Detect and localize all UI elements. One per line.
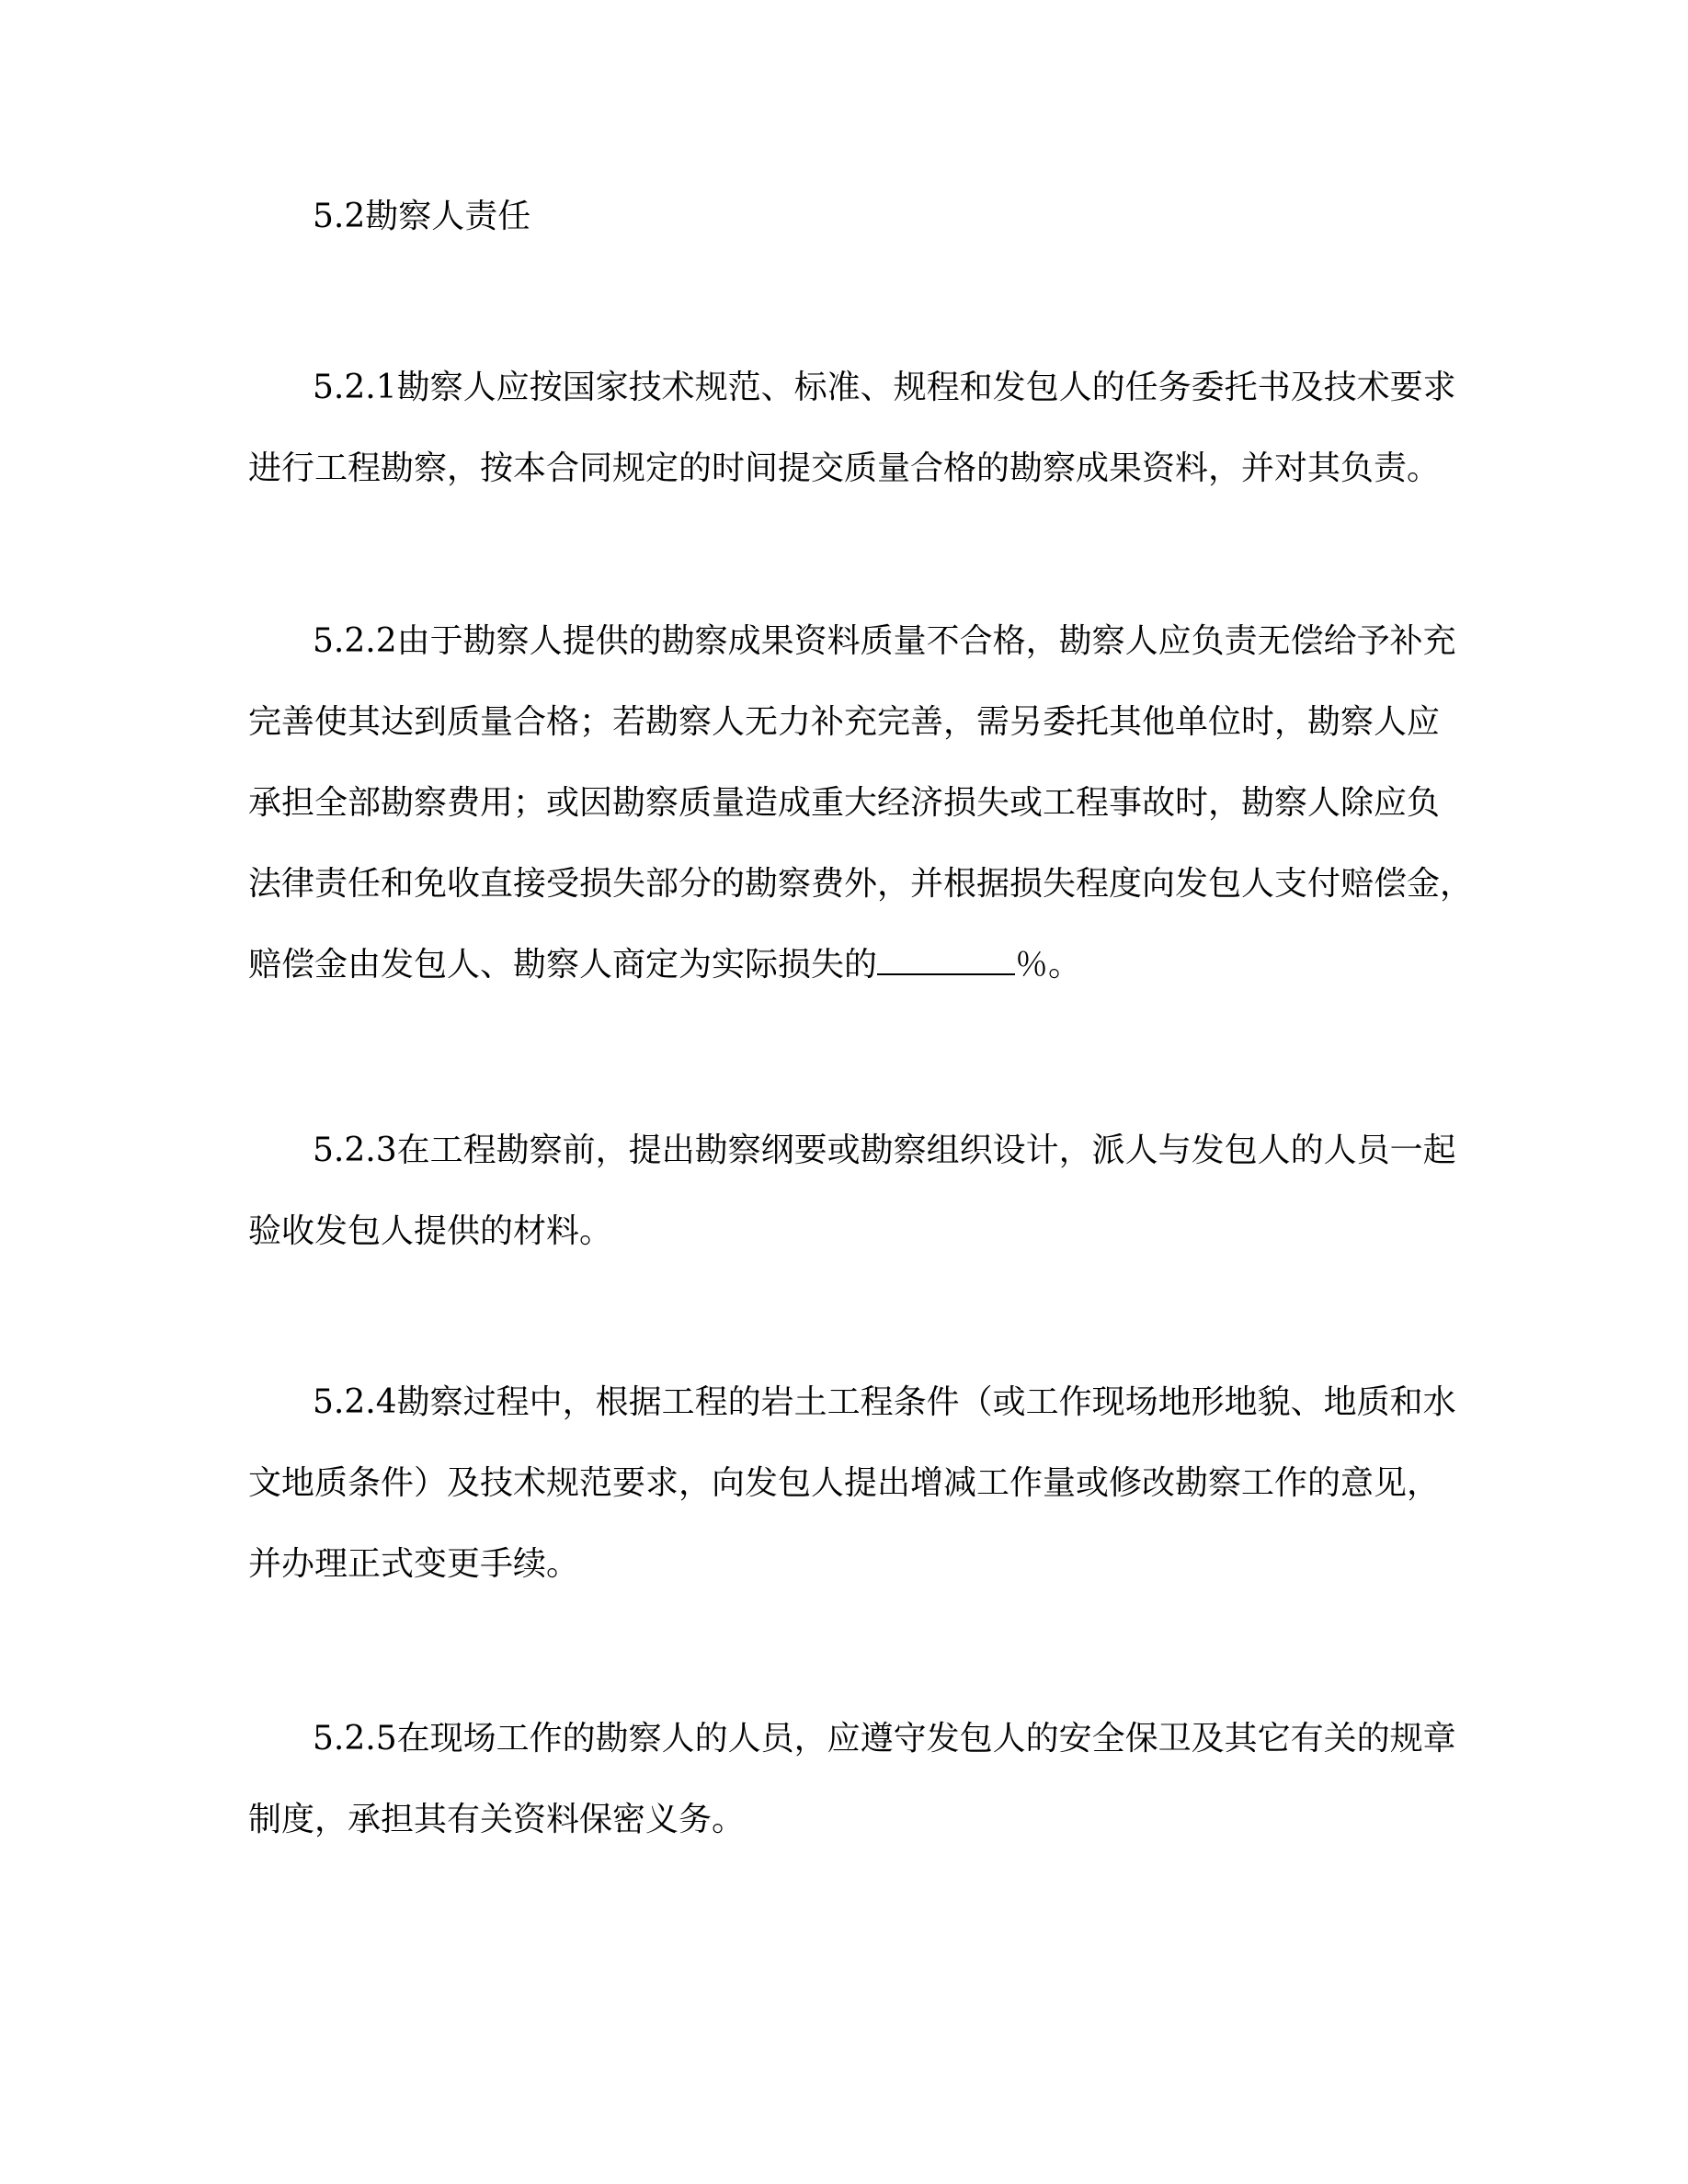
clause-line-prefix: 赔偿金由发包人、勘察人商定为实际损失的 xyxy=(248,946,878,984)
clause-5-2-5 xyxy=(248,1699,1456,1860)
clause-line: 并办理正式变更手续。 xyxy=(248,1545,580,1583)
percentage-blank-field xyxy=(877,946,1015,975)
clause-line-with-blank xyxy=(248,925,1434,1006)
section-heading xyxy=(248,176,1434,257)
clause-5-2-3 xyxy=(248,1110,1456,1272)
clause-line: 验收发包人提供的材料。 xyxy=(248,1212,613,1250)
clause-line: 承担全部勘察费用；或因勘察质量造成重大经济损失或工程事故时，勘察人除应负 xyxy=(248,784,1441,822)
clause-line: 完善使其达到质量合格；若勘察人无力补充完善，需另委托其他单位时，勘察人应 xyxy=(248,703,1441,741)
clause-5-2-4 xyxy=(248,1362,1456,1605)
clause-line: 5.2.3在工程勘察前，提出勘察纲要或勘察组织设计，派人与发包人的人员一起 xyxy=(313,1132,1456,1169)
clause-5-2-1 xyxy=(248,347,1456,509)
clause-line: 进行工程勘察，按本合同规定的时间提交质量合格的勘察成果资料，并对其负责。 xyxy=(248,449,1441,487)
clause-line: 制度，承担其有关资料保密义务。 xyxy=(248,1801,746,1838)
clause-line-suffix: ％。 xyxy=(1015,946,1082,984)
clause-line: 5.2.2由于勘察人提供的勘察成果资料质量不合格，勘察人应负责无偿给予补充 xyxy=(313,622,1456,660)
clause-line: 5.2.5在现场工作的勘察人的人员，应遵守发包人的安全保卫及其它有关的规章 xyxy=(313,1720,1456,1757)
section-heading-text: 5.2勘察人责任 xyxy=(313,198,531,235)
clause-line: 文地质条件）及技术规范要求，向发包人提出增减工作量或修改勘察工作的意见， xyxy=(248,1464,1441,1502)
clause-5-2-2 xyxy=(248,601,1474,1006)
clause-line: 5.2.1勘察人应按国家技术规范、标准、规程和发包人的任务委托书及技术要求 xyxy=(313,369,1456,406)
clause-line: 法律责任和免收直接受损失部分的勘察费外，并根据损失程度向发包人支付赔偿金， xyxy=(248,865,1474,903)
clause-line: 5.2.4勘察过程中，根据工程的岩土工程条件（或工作现场地形地貌、地质和水 xyxy=(313,1383,1456,1421)
